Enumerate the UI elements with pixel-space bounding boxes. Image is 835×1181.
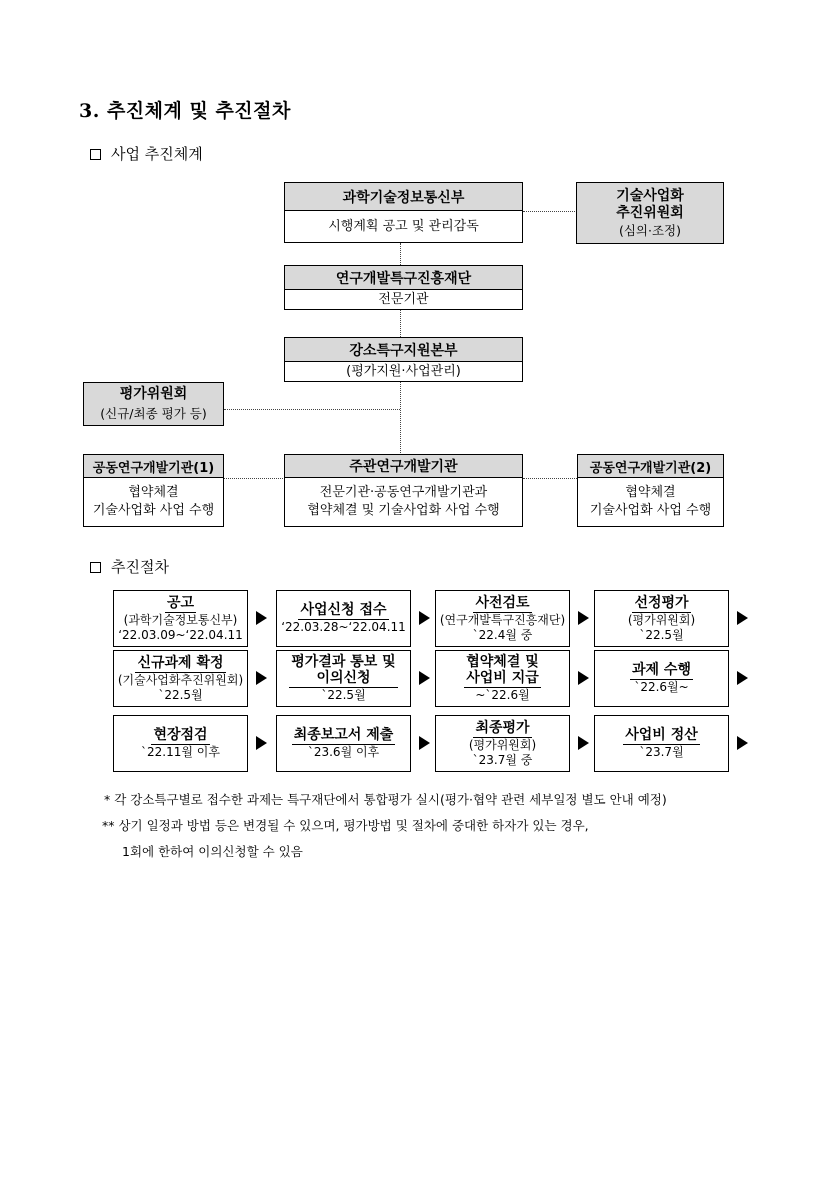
procedure-step-title: 선정평가 bbox=[634, 594, 689, 611]
note-3: 1회에 한하여 이의신청할 수 있음 bbox=[122, 844, 303, 859]
procedure-step-title: 최종평가 bbox=[475, 719, 530, 736]
section-title: 3. 추진체계 및 추진절차 bbox=[79, 100, 291, 122]
procedure-step-detail: `23.6월 이후 bbox=[307, 745, 380, 759]
arrow-right-icon bbox=[578, 611, 589, 625]
procedure-step-title: 신규과제 확정 bbox=[137, 654, 224, 671]
org-joint1 bbox=[83, 454, 224, 527]
org-heading-label: 사업 추진체계 bbox=[111, 145, 203, 163]
arrow-right-icon bbox=[256, 671, 267, 685]
arrow-right-icon bbox=[578, 736, 589, 750]
org-joint1-desc2: 기술사업화 사업 수행 bbox=[92, 503, 215, 518]
procedure-step-title: 사업신청 접수 bbox=[300, 602, 387, 618]
procedure-step-detail: `22.5월 bbox=[158, 687, 203, 702]
org-committee-title-1: 기술사업화 bbox=[616, 187, 684, 204]
org-foundation bbox=[284, 265, 523, 310]
procedure-step-detail: `22.5월 bbox=[639, 627, 684, 642]
note-1: * 각 강소특구별로 접수한 과제는 특구재단에서 통합평가 실시(평가·협약 관련 세부일정 별도 안내 예정) bbox=[104, 792, 667, 807]
org-joint2-title: 공동연구개발기관(2) bbox=[578, 455, 723, 478]
procedure-step-title: 사전검토 bbox=[475, 594, 530, 611]
procedure-step bbox=[594, 590, 729, 647]
arrow-right-icon bbox=[419, 611, 430, 625]
connector-eval bbox=[224, 409, 400, 410]
arrow-right-icon bbox=[578, 671, 589, 685]
procedure-step-detail: `22.5월 bbox=[321, 688, 366, 702]
procedure-step bbox=[435, 715, 570, 772]
org-main-desc1: 전문기관·공동연구개발기관과 bbox=[319, 485, 488, 500]
procedure-step-title: 사업비 정산 bbox=[625, 727, 698, 743]
procedure-step bbox=[276, 650, 411, 707]
checkbox-icon bbox=[90, 562, 101, 573]
procedure-step bbox=[435, 590, 570, 647]
org-joint2-desc2: 기술사업화 사업 수행 bbox=[589, 503, 712, 518]
org-main-title: 주관연구개발기관 bbox=[285, 455, 522, 478]
org-eval-title: 평가위원회 bbox=[119, 386, 188, 402]
procedure-step-detail: ~`22.6월 bbox=[475, 688, 530, 702]
procedure-heading bbox=[90, 556, 169, 577]
org-foundation-title: 연구개발특구진흥재단 bbox=[285, 266, 522, 290]
procedure-step bbox=[435, 650, 570, 707]
procedure-step-detail: `23.7월 bbox=[639, 745, 684, 759]
org-committee-desc: (심의·조정) bbox=[618, 222, 682, 238]
org-hq-title: 강소특구지원본부 bbox=[285, 338, 522, 362]
procedure-step-title: 현장점검 bbox=[153, 727, 208, 743]
procedure-step-detail: `22.11월 이후 bbox=[141, 745, 220, 759]
procedure-step-detail: ‘22.03.28~‘22.04.11 bbox=[281, 620, 406, 634]
org-joint1-desc1: 협약체결 bbox=[128, 485, 179, 500]
org-heading bbox=[90, 143, 203, 164]
arrow-right-icon bbox=[256, 611, 267, 625]
procedure-step-title: 공고 bbox=[166, 594, 195, 611]
org-eval bbox=[83, 382, 224, 426]
procedure-step-detail: `22.6월~ bbox=[634, 680, 689, 694]
note-2: ** 상기 일정과 방법 등은 변경될 수 있으며, 평가방법 및 절차에 중대한 하자가 있는 경우, bbox=[102, 818, 589, 833]
procedure-step-detail: (평가위원회) bbox=[627, 612, 696, 627]
procedure-heading-label: 추진절차 bbox=[111, 558, 169, 576]
org-ministry-desc: 시행계획 공고 및 관리감독 bbox=[328, 218, 479, 234]
arrow-right-icon bbox=[737, 736, 748, 750]
procedure-step-title: 과제 수행 bbox=[632, 662, 691, 678]
org-ministry-title: 과학기술정보통신부 bbox=[285, 183, 522, 211]
org-main-desc2: 협약체결 및 기술사업화 사업 수행 bbox=[307, 503, 500, 518]
procedure-step-detail: (연구개발특구진흥재단) bbox=[439, 612, 566, 627]
org-joint2 bbox=[577, 454, 724, 527]
org-ministry bbox=[284, 182, 523, 243]
procedure-step-detail: `22.4월 중 bbox=[472, 627, 533, 642]
procedure-step-detail: (과학기술정보통신부) bbox=[123, 612, 238, 627]
org-hq-desc: (평가지원·사업관리) bbox=[346, 363, 461, 379]
procedure-step-title: 협약체결 및 사업비 지급 bbox=[466, 654, 539, 686]
procedure-step bbox=[113, 590, 248, 647]
arrow-right-icon bbox=[256, 736, 267, 750]
procedure-step bbox=[594, 715, 729, 772]
procedure-step bbox=[113, 650, 248, 707]
arrow-right-icon bbox=[737, 671, 748, 685]
checkbox-icon bbox=[90, 149, 101, 160]
procedure-step bbox=[276, 590, 411, 647]
procedure-step-title: 최종보고서 제출 bbox=[293, 727, 394, 743]
arrow-right-icon bbox=[419, 671, 430, 685]
procedure-step bbox=[276, 715, 411, 772]
arrow-right-icon bbox=[419, 736, 430, 750]
org-joint1-title: 공동연구개발기관(1) bbox=[84, 455, 223, 478]
procedure-step bbox=[594, 650, 729, 707]
procedure-step bbox=[113, 715, 248, 772]
connector-joint2 bbox=[523, 478, 577, 479]
procedure-step-detail: (평가위원회) bbox=[468, 737, 537, 752]
connector-joint1 bbox=[224, 478, 285, 479]
procedure-step-detail: `23.7월 중 bbox=[472, 752, 533, 767]
arrow-right-icon bbox=[737, 611, 748, 625]
org-main bbox=[284, 454, 523, 527]
procedure-step-detail: (기술사업화추진위원회) bbox=[117, 672, 244, 687]
org-foundation-desc: 전문기관 bbox=[378, 291, 429, 307]
procedure-step-title: 평가결과 통보 및 이의신청 bbox=[291, 654, 396, 686]
org-committee bbox=[576, 182, 724, 244]
org-joint2-desc1: 협약체결 bbox=[625, 485, 676, 500]
connector-ministry-committee bbox=[523, 211, 575, 212]
org-committee-title-2: 추진위원회 bbox=[616, 204, 684, 221]
procedure-step-detail: ‘22.03.09~‘22.04.11 bbox=[118, 627, 243, 642]
org-eval-desc: (신규/최종 평가 등) bbox=[100, 406, 207, 421]
org-hq bbox=[284, 337, 523, 382]
